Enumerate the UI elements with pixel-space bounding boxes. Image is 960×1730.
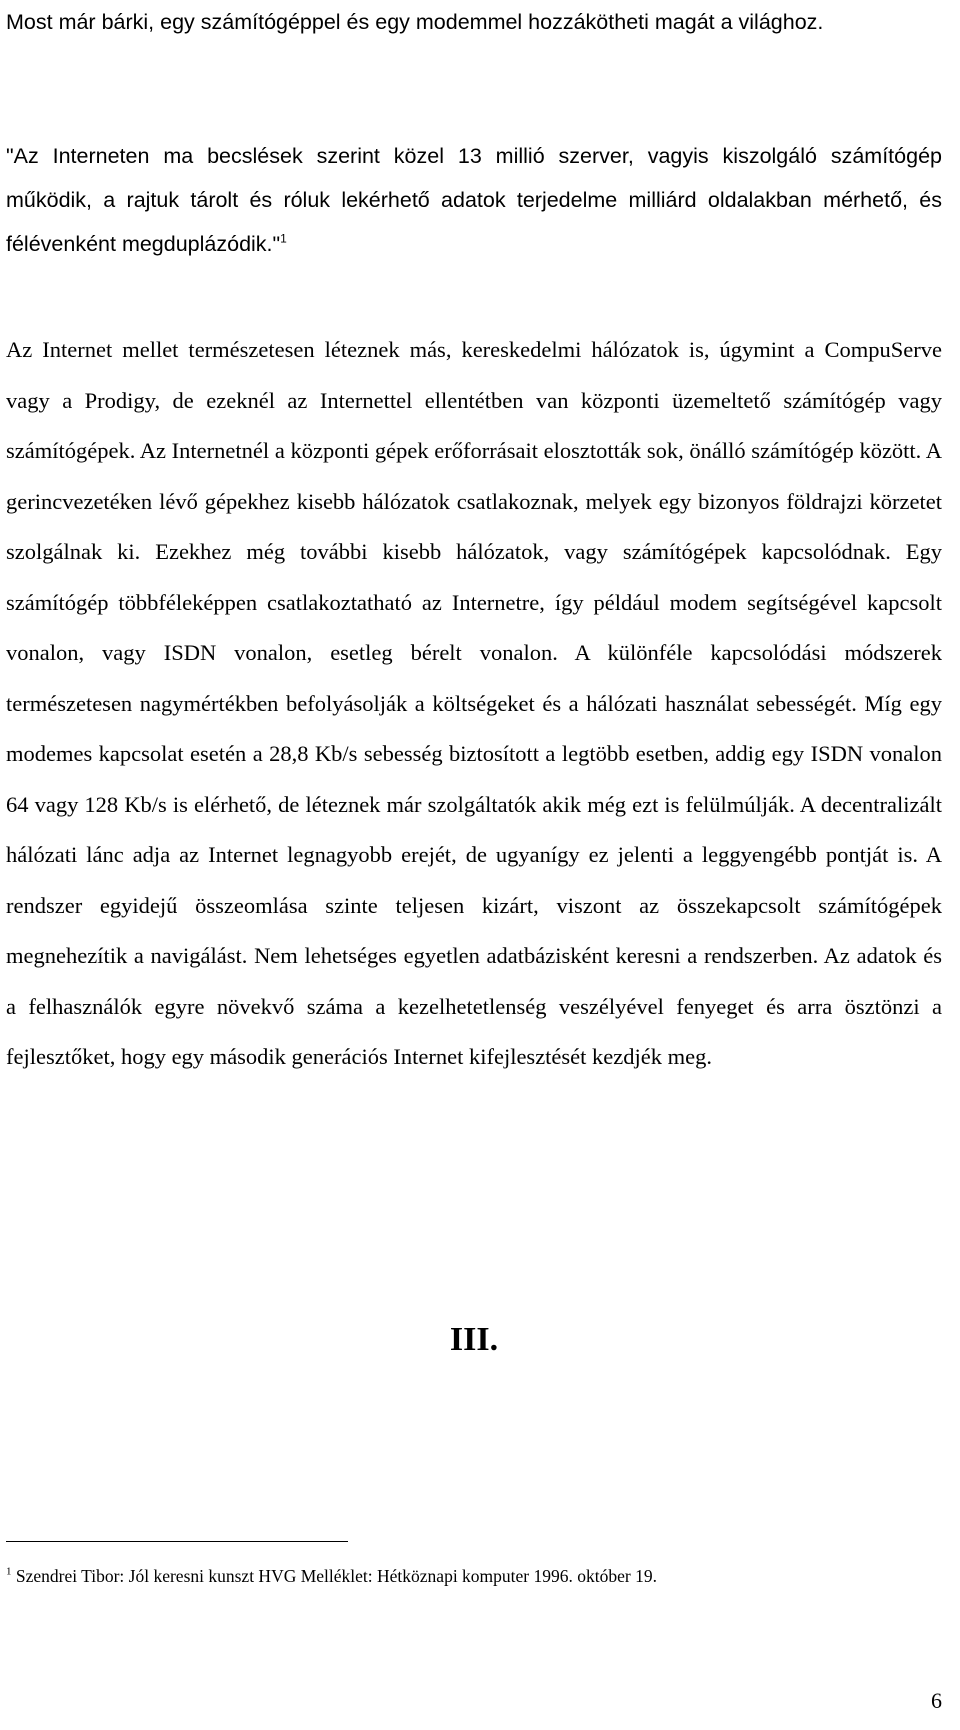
footnote-marker: 1	[6, 1565, 12, 1578]
paragraph-body-text: Az Internet mellet természetesen léteznek más, kereskedelmi hálózatok is, úgymint a CompuServe vagy a Prodigy, de ezeknél az Internettel ellentétben van központi üzemeltető számítógép vagy számítógépek. Az Internetnél a központi gépek erőforrásait elosztották sok, önálló számítógép között. A gerincvezetéken lévő gépekhez kisebb hálózatok csatlakoznak, melyek egy bizonyos földrajzi körzetet szolgálnak ki. Ezekhez még további kisebb hálózatok, vagy számítógépek kapcsolódnak. Egy számítógép többféleképpen csatlakoztatható az Internetre, így például modem segítségével kapcsolt vonalon, vagy ISDN vonalon, esetleg bérelt vonalon. A különféle kapcsolódási módszerek természetesen nagymértékben befolyásolják a költségeket és a hálózati használat sebességét. Míg egy modemes kapcsolat esetén a 28,8 Kb/s sebesség biztosított a legtöbb esetben, addig egy ISDN vonalon 64 vagy 128 Kb/s is elérhető, de léteznek már szolgáltatók akik még ezt is felülmúlják. A decentralizált hálózati lánc adja az Internet legnagyobb erejét, de ugyanígy ez jelenti a leggyengébb pontját is. A rendszer egyidejű összeomlása szinte teljesen kizárt, viszont az összekapcsolt számítógépek megnehezítik a navigálást. Nem lehetséges egyetlen adatbázisként keresni a rendszerben. Az adatok és a felhasználók egyre növekvő száma a kezelhetetlenség veszélyével fenyeget és arra ösztönzi a fejlesztőket, hogy egy második generációs Internet kifejlesztését kezdjék meg.	[6, 337, 942, 1069]
paragraph-intro	[6, 0, 942, 44]
paragraph-quote	[6, 134, 942, 266]
page-number: 6	[931, 1688, 942, 1713]
footnote-text: Szendrei Tibor: Jól keresni kunszt HVG Melléklet: Hétköznapi komputer 1996. október 19.	[15, 1566, 657, 1586]
paragraph-intro-text: Most már bárki, egy számítógéppel és egy modemmel hozzákötheti magát a világhoz.	[6, 10, 824, 34]
footnote	[6, 1564, 942, 1588]
paragraph-body	[6, 325, 942, 1083]
document-page	[6, 0, 942, 1730]
footnote-divider	[6, 1541, 348, 1542]
footnote-reference[interactable]: 1	[280, 231, 287, 246]
paragraph-quote-text: "Az Interneten ma becslések szerint közel 13 millió szerver, vagyis kiszolgáló számítógép működik, a rajtuk tárolt és róluk lekérhető adatok terjedelme milliárd oldalakban mérhető, és félévenként megduplázódik."	[6, 144, 942, 256]
section-heading: III.	[449, 1321, 499, 1358]
